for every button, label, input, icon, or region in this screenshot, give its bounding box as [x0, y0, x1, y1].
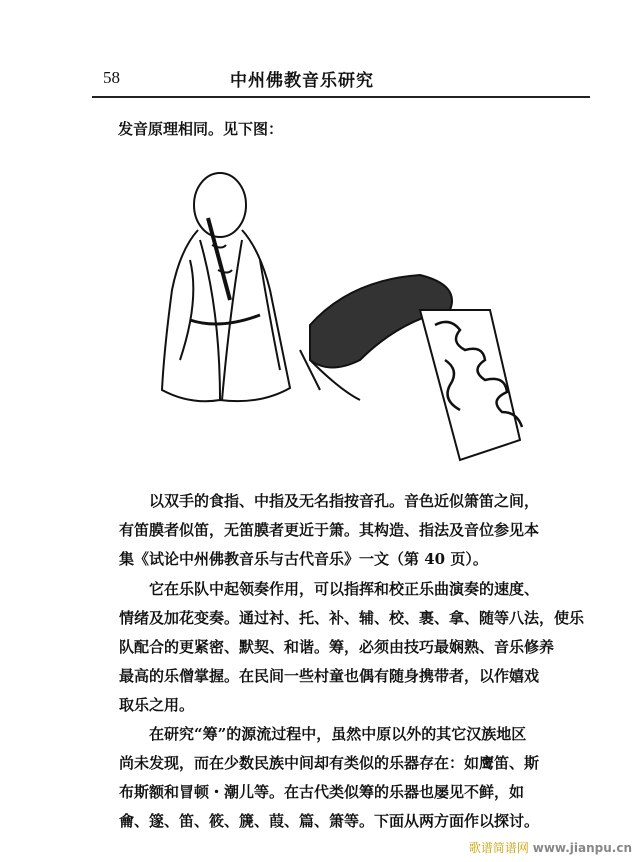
text-line: 队配合的更紧密、默契、和谐。筹，必须由技巧最娴熟、音乐修养 [119, 638, 555, 656]
intro-line: 发音原理相同。见下图： [118, 120, 284, 138]
watermark-site: 歌谱简谱网 [468, 841, 529, 855]
header-rule [92, 96, 590, 98]
running-title: 中州佛教音乐研究 [230, 71, 374, 91]
text-line: 尚未发现，而在少数民族中间却有类似的乐器存在：如鹰笛、斯 [119, 754, 540, 772]
text-line: 布斯额和冒顿・潮儿等。在古代类似筹的乐器也屡见不鲜，如 [119, 783, 525, 801]
illustration-monk-playing-chou [160, 160, 540, 480]
text-line: 以双手的食指、中指及无名指按音孔。音色近似箫笛之间， [119, 492, 540, 510]
text-line: 龠、篴、笛、筱、篪、葭、篇、箫等。下面从两方面作以探讨。 [119, 812, 540, 830]
watermark [469, 839, 632, 856]
text-line: 最高的乐僧掌握。在民间一些村童也偶有随身携带者，以作嬉戏 [119, 667, 540, 685]
page-number: 58 [103, 68, 120, 87]
text-line: 它在乐队中起领奏作用，可以指挥和校正乐曲演奏的速度、 [119, 580, 540, 598]
monk-figure [162, 173, 290, 401]
watermark-url: www.jianpu.cn [532, 841, 632, 855]
chou-instrument [300, 275, 522, 460]
text-line: 取乐之用。 [119, 696, 195, 714]
text-line: 有笛膜者似笛，无笛膜者更近于箫。其构造、指法及音位参见本 [119, 521, 540, 539]
text-line: 情绪及加花变奏。通过衬、托、补、辅、校、裹、拿、随等八法，使乐 [119, 609, 585, 627]
text-line: 集《试论中州佛教音乐与古代音乐》一文（第 40 页）。 [119, 550, 488, 568]
text-line: 在研究“筹”的源流过程中，虽然中原以外的其它汉族地区 [119, 725, 527, 743]
